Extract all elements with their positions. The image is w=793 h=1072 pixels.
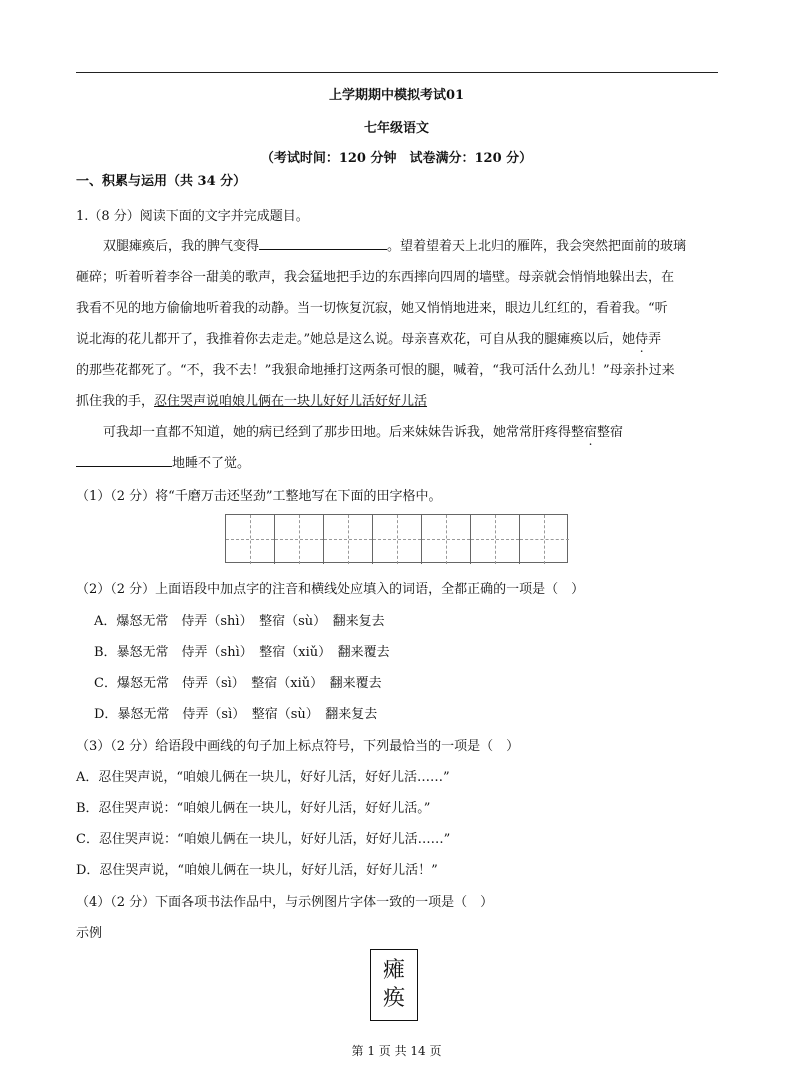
passage-text: 说北海的花儿都开了，我推着你去走走。”她总是这么说。母亲喜欢花，可自从我的腿瘫痪以后，她 [76, 332, 636, 347]
sub-question-1: （1）（2 分）将“千磨万击还坚劲”工整地写在下面的田字格中。 [76, 489, 442, 504]
passage-line-6 [76, 390, 427, 409]
exam-title: 上学期期中模拟考试01 [328, 88, 465, 103]
passage-line-2: 砸碎；听着听着李谷一甜美的歌声，我会猛地把手边的东西摔向四周的墙壁。母亲就会悄悄地躲出去，在 [76, 270, 675, 285]
passage-line-3: 我看不见的地方偷偷地听着我的动静。当一切恢复沉寂，她又悄悄地进来，眼边儿红红的，看着我。“听 [76, 301, 668, 316]
exam-subtitle: 七年级语文 [363, 121, 429, 136]
tianzige-grid [225, 514, 568, 563]
passage-line-8 [76, 452, 250, 471]
option-3a: A．忍住哭声说，“咱娘儿俩在一块儿，好好儿活，好好儿活……” [76, 770, 450, 785]
passage-line-4 [76, 328, 661, 347]
grid-cell [471, 515, 520, 564]
passage-text: 整宿 [597, 425, 624, 440]
question-1-stem: 1.（8 分）阅读下面的文字并完成题目。 [76, 209, 309, 224]
answer-blank [76, 454, 172, 467]
passage-line-1 [103, 235, 686, 254]
passage-text: 。望着望着天上北归的雁阵，我会突然把面前的玻璃 [387, 239, 687, 254]
underlined-sentence: 忍住哭声说咱娘儿俩在一块儿好好儿活好好儿活 [154, 394, 428, 409]
grid-cell [373, 515, 422, 564]
passage-text: 双腿瘫痪后，我的脾气变得 [103, 239, 260, 254]
option-3b: B．忍住哭声说：“咱娘儿俩在一块儿，好好儿活，好好儿活。” [76, 801, 431, 816]
sub-question-3: （3）（2 分）给语段中画线的句子加上标点符号，下列最恰当的一项是（ ） [76, 739, 520, 754]
option-3d: D．忍住哭声说，“咱娘儿俩在一块儿，好好儿活，好好儿活！” [76, 863, 438, 878]
header-rule [76, 72, 718, 73]
sub-question-4: （4）（2 分）下面各项书法作品中，与示例图片字体一致的一项是（ ） [76, 895, 494, 910]
option-3c: C．忍住哭声说：“咱娘儿俩在一块儿，好好儿活，好好儿活……” [76, 832, 451, 847]
grid-cell [324, 515, 373, 564]
grid-cell [422, 515, 471, 564]
passage-text: 可我却一直都不知道，她的病已经到了那步田地。后来妹妹告诉我，她常常肝疼得整 [103, 425, 585, 440]
option-2c: C．爆怒无常 侍弄（sì） 整宿（xiǔ） 翻来覆去 [94, 676, 382, 691]
option-2d: D．暴怒无常 侍弄（sì） 整宿（sù） 翻来复去 [94, 707, 378, 722]
dotted-char: 侍 [635, 332, 649, 347]
calligraphy-char: 痪 [382, 986, 405, 1011]
page-footer: 第 1 页 共 14 页 [351, 1044, 442, 1058]
passage-text: 弄 [648, 332, 662, 347]
option-2b: B．暴怒无常 侍弄（shì） 整宿（xiǔ） 翻来覆去 [94, 645, 390, 660]
answer-blank [259, 237, 387, 250]
dotted-char: 宿 [584, 425, 598, 440]
passage-line-7 [103, 421, 623, 440]
calligraphy-example [370, 949, 418, 1021]
example-label: 示例 [76, 926, 103, 941]
option-2a: A．爆怒无常 侍弄（shì） 整宿（sù） 翻来复去 [94, 614, 385, 629]
exam-time-info: （考试时间：120 分钟 试卷满分：120 分） [260, 151, 533, 166]
sub-question-2: （2）（2 分）上面语段中加点字的注音和横线处应填入的词语，全都正确的一项是（ ） [76, 582, 585, 597]
passage-line-5: 的那些花都死了。“不，我不去！”我狠命地捶打这两条可恨的腿，喊着，“我可活什么劲儿！”母亲扑过来 [76, 363, 675, 378]
grid-cell [275, 515, 324, 564]
passage-text: 抓住我的手， [76, 394, 155, 409]
grid-cell [520, 515, 569, 564]
section-heading: 一、积累与运用（共 34 分） [76, 174, 247, 189]
passage-text: 地睡不了觉。 [172, 456, 251, 471]
calligraphy-char: 瘫 [382, 958, 405, 983]
grid-cell [226, 515, 275, 564]
